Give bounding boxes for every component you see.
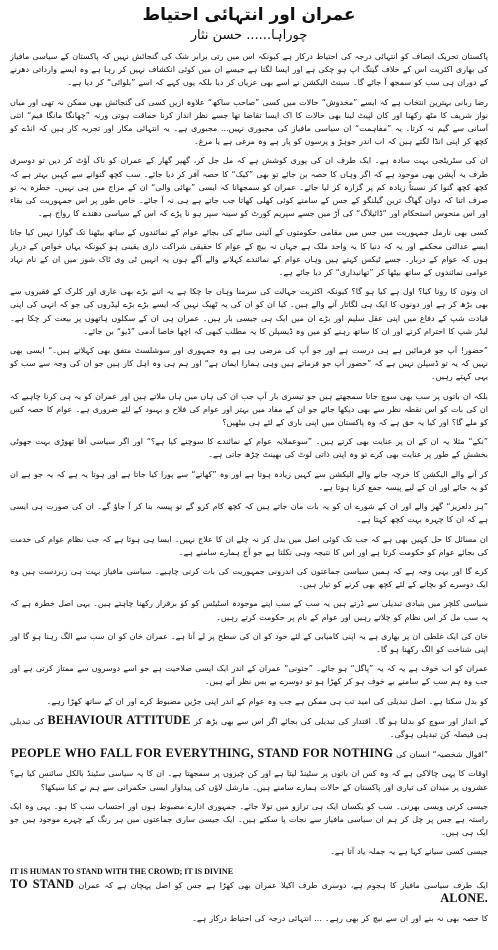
paragraph: ”حضور! آپ جو فرمائیں ہے ہی درست ہے اور جو آپ کی مرضی ہی ہے وہ جمہوری اور سوشلسٹ متفق بھی کہلاتے ہیں۔“ ایسی بھی نہیں کہ یہ تو ڈسپلن نہیں ہے کہ ”حضور آپ جو فرماتے ہیں وہی ہمارا ایمان ہے“ اور ہم ہی وہ اہل کار ہیں جو ان کی وجہ سے سب کو یہی کہتے رہیں۔ xyxy=(10,346,488,382)
quote-2-lead: جیسی کسی سیانے کہا ہے یہ جملہ یاد آتا ہے۔ xyxy=(330,847,488,857)
english-quote-1: PEOPLE WHO FALL FOR EVERYTHING, STAND FOR NOTHING xyxy=(11,746,394,761)
paragraph: ان مسائل کا حل کہیں بھی ہے کہ جب تک کوئی اصل میں بدل کر نہ چلے ان کا علاج نہیں۔ ایسا ہی ہوتا ہے کہ جب نظام عوام کی خدمت کی بجائے عوام کو حکومت کرتا ہے اور اس کا نتیجہ وہی نکلتا ہے جو آج ہمارے سامنے ہے۔ xyxy=(10,534,488,557)
paragraph: کو بدل سکتا ہے۔ اصل تبدیلی کی امید تب ہی ممکن ہے جب وہ عوام کے اندر اپنی جڑیں مضبوط کرے اور ان کے ساتھ کھڑا رہے۔ xyxy=(46,696,488,706)
paragraph: پاکستان تحریک انصاف کو انتہائی درجہ کی احتیاط درکار ہے کیونکہ اس میں رتی برابر شک کی گنجائش نہیں کہ پاکستان کے سیاسی مافیاز کی بھاری اکثریت اس کے خلاف گینگ اپ ہو چکی ہے اور ایسا لگتا ہے جیسے ان میں کوئی انکشاف نہیں کر رہا ہے وہ ایسے وارداتی دھرنے کے دوران ہی سب کو سمجھ آ جائے گا۔ سینٹ الیکشن نے اسے بھی عریاں کر دیا بلکہ یوں کہے کہ اسے ”بلوائی“ کر دیا ہے۔ xyxy=(10,52,488,88)
attitude-line-urdu: کے انداز اور سوچ کو بدلنا ہو گا۔ اقتدار کی تبدیلی کی بجائے اگر اس سے بھی بڑھ کر xyxy=(193,716,489,726)
column-body xyxy=(10,50,488,925)
paragraph: خان کی ایک غلطی ان پر بھاری ہے یہ اپنی کامیابی کے لئے خود کو ان کی سطح پر لے آنا ہے۔ عمران خان کو ان سب سے الگ رہنا ہو گا اور اپنی شناخت کو الگ رکھنا ہو گا۔ xyxy=(10,631,488,654)
paragraph: کسی بھی نارمل جمہوریت میں جس میں مقامی حکومتوں کے آئینی سائے کی بجائے عوام کے نمائندوں کے ساتھ بیٹھنا تک گوارا نہیں کیا جاتا ایسے عدالتی محکمے اور یہ کہ دنیا کا یہ واحد ملک ہے جہاں نہ بیچ کے عوام کا حقیقی شراکت داری یقینی ہو کیونکہ یہاں خواص کے دربار ہوں کہ عوام کے دربار۔ جسے ٹیکس کہتے ہیں وہاں عوام کے نمائندے کہلانے والے آگے ہوں یہ انہیں ٹی وی ٹاک شوز میں ان کے نام نہاد عوامی نمائندوں کے ساتھ بیٹھا کر ”تھانیداری“ کر دیا جائے ہے۔ xyxy=(10,228,488,278)
paragraph: ”نکے“ مثلا یہ ان کے ان پر عنایت بھی کرتے ہیں۔ ”سوعملایہ عوام کے نمائندے کا سوچنے کیا ہے؟“ اور اگر سیاسی آقا تھوڑی بہت جھوٹی بخشش کے طور پر عنایت بھی کرے تو وہ اپنی ذاتی لوٹ کی بھینٹ چڑھ جاتی ہے۔ xyxy=(10,437,488,460)
paragraph: ”ہر دلعزیز“ گھر والے اور ان کے شورے ان کو یہ بات مان جاتے ہیں کہ کچھ کام کرو گے تو پیسہ بنا کر آ جاؤ گے۔ ان کی صورت ہی ایسی ہے کہ ان کا چہرہ بہت کچھ کہتا ہے۔ xyxy=(10,502,488,525)
paragraph: بلکہ ان باتوں پر سب بھی سوچ جانا سمجھتے ہیں جو تیسری بار آپ جب ان کی ہاں میں ہاں ملاتے ہیں اور عمران کو یہ ہی کرنا چاہیے کہ ان کی بات کو اس نقطہ نظر سے بھی دیکھا جائے جو ان کے مفاد میں بہتر اور عوام کی فلاح و بہبود کے لئے ضروری ہے۔ عوام کا حصہ کس کو ملے گا؟ اور کیا یہ حق ہے کہ وہ پاکستان میں اپنی باری کے لئے ہی بیٹھیں؟ xyxy=(10,391,488,428)
paragraph: عمران کو اب خوف ہے یہ کہ یہ ”پاگل“ ہو جائے۔ ”جنونی“ عمران کے اندر ایک ایسی صلاحیت ہے جو اسے دوسروں سے ممتاز کرتی ہے اور جب وہ ہم سب کے سامنے بے خوف ہو کر کھڑا ہو تو دوسرے بے بس نظر آتے ہیں۔ xyxy=(10,664,488,687)
english-quote-2b: TO STAND ALONE. xyxy=(10,876,488,905)
attitude-word: ATTITUDE xyxy=(126,712,191,727)
english-quote-2a: IT IS HUMAN TO STAND WITH THE CROWD; IT IS DIVINE xyxy=(10,866,234,876)
quote-2b-paragraph xyxy=(10,878,488,906)
closing-paragraph: کا حصہ بھی نہ بنے اور ان سے نیچ کر بھی رہے۔ ... انتہائی درجہ کی احتیاط درکار ہے۔ xyxy=(192,914,488,924)
paragraph: اوقات کا یہی چالاکی ہے کہ وہ کس ان باتوں پر سٹینڈ لیتا ہے اور کن چیزوں پر سمجھتا ہے۔ ان کا یہ سیاسی سٹینڈ بالکل سائنس کیا ہے؟ عشروں پر میدان کی تیاری اور پاکستان کے حالات ہمارے سامنے ہیں۔ مارشل لاؤں کی پیداوار ایسی حکمرانی سے ہم نے کیا سیکھا؟ xyxy=(10,769,488,792)
paragraph: رضا ربانی بہترین انتخاب ہے کہ ایسے ”مخدوش“ حالات میں کسی ”صاحب ساکھ“ علاوہ ازیں کسی کی گنجائش بھی ممکن نہ تھی اور میاں نواز شریف کا مٹھ رکھنا اور کان لپیٹ لینا بھی حالات کا اک ایسا تقاضا تھا جسے نظر انداز کرنا حماقت ہوتی ورنہ ”چھانگا مانگا فیم“ اتنی آسانی سے گیم نہ کرتا۔ یہ ”مفاہمت“ ان سیاسی مافیاز کی مجبوری نہیں... مجبوری ہے۔ یہ انتہائی مکار اور تجربہ کار ہیں کہ انڈے کو کچھ کر اپنی انڈا لگتے ہیں کہ اب اندر جوہڑ و پرسوں کو پار ہے وہ مرغی ہے یا مرغ۔ xyxy=(10,97,488,147)
quote-2b-tail-urdu: ایک طرف سیاسی مافیاز کا ہجوم ہے، دوسری طرف اکیلا عمران بھی کھڑا ہے جس کو اصل پہچان ہے کہ عمران xyxy=(78,880,488,890)
paragraph: سیاسی کلچر میں بنیادی تبدیلی سے ڈرتے ہیں یہ سب کے سب اپنے موجودہ اسٹیٹس کو کو برقرار رکھنا چاہتے ہیں۔ یہی اصل خطرہ ہے کہ یہ سب مل کر اس نظام کو چلاتے رہیں اور عوام کے نام پر حکومت کرتے رہیں۔ xyxy=(10,599,488,622)
behaviour-word: BEHAVIOUR xyxy=(47,712,123,727)
byline: چوراہا...... حسن نثار xyxy=(190,28,308,43)
paragraph: کرے گا اور یہی وجہ ہے کہ ہمیں سیاسی جماعتوں کی اندرونی جمہوریت کی بات کرنی چاہیے۔ سیاسی مافیاز بہت ہی زبردست ہیں وہ ایک دوسرے کو بچانے کے لئے کچھ بھی کرنے کو تیار ہیں۔ xyxy=(10,566,488,590)
paragraph: جیسی کرنی ویسی بھرنی۔ سب کو یکساں ایک ہی ترازو میں تولا جائے۔ جمہوری ادارے مضبوط ہوں اور احتساب سب کا ہو۔ یہی وہ ایک راستہ ہے جس پر چل کر ہم ان سیاسی مافیاز سے نجات پا سکتے ہیں۔ ایک جیسی ساری جماعتوں میں ہر رنگ کے چہرے موجود ہیں جو ایک ہی ہیں۔ xyxy=(10,801,488,838)
attitude-paragraph xyxy=(10,714,488,741)
paragraph: ان ونون کا رونا کیا؟ اول ہے کیا ہو گا؟ کیونکہ اکثریت جہالت کی سرمنا وہاں جا چکا ہے یہ اتنے بڑے بھی عاری اور کلرک کے فقیروں سے بھی بڑھ کر ہے اور دونوں کا ایک ہی لگاتار آنے والے ہیں۔ کیا ان کو ان کی یہ ٹھیک نہیں کہ ایسے بڑے بڑے لیڈروں کی جو کہ انہی کی اپنی قیادت شپ کے دفاع میں اپنی عقل سلیم اور بڑے ان میں ایک ہی جیسی بار ہیں۔ عمران ہی ان کے سکلوں ہاتھوں پر بیعت کر چکا ہے۔ لیڈر شپ کا احترام کرنے اور ان کا ساتھ رہنے کو میں وہ ڈیسپلن کا یہ مطلب کبھی کہ اچھا خاصا آدمی ”ڈیو“ بن جائے۔ xyxy=(10,287,488,336)
behaviour-line-urdu: کی تبدیلی ہی فیصلہ کن تبدیلی ہوگی۔ xyxy=(10,716,488,739)
headline: عمران اور انتہائی احتیاط xyxy=(142,5,356,25)
quote-1-paragraph xyxy=(10,747,488,761)
paragraph: کر آنے والے الیکشن کا خرچہ جانے والے الیکشن سے کہیں زیادہ ہوتا ہے اور وہ ”کھاتے“ سے پورا کیا جاتا ہے اور ہوتا یہ ہے کہ یہ جو ہے ان کو یہ جائے اور ان کے لیے پیسہ جمع کرنا ہوتا ہے۔ xyxy=(10,469,488,492)
quote-1-tail-urdu: ”اقوال شخصیہ“ انسان کی xyxy=(396,750,488,760)
paragraph: ان کی سٹریٹجی بہت سادہ ہے۔ ایک طرف ان کی پوری کوشش ہے کہ مل جل کر، گھیر گھار کے عمران کو ناک آؤٹ کر دیں تو دوسری طرف یہ آپشن بھی موجود ہے کہ اگر وہاں کا حصہ بن جائے تو بھی ”کیک“ کا حصہ آفر کر دیا جائے۔ سب کچھ گنوانے سے کہیں بہتر ہے کہ کچھ کچھ گنوا کر نسبتاً زیادہ کم پر گزارہ کر لیا جائے۔ عمران کو سمجھانا کہ ایسی ”بھائی والی“ ان کے مزاج میں ہی نہیں۔ خطرہ یہ تو صرف اتنا کہ دوان گھاگ ترین گیلنگو کے جس کے سامنے کوئی کھلی کھاتا جب جاتے ہے ہی نہ آ جائے۔ خاص طور پر اس جمہوریت کی بقاء اور اس منحوس استحکام اور ”ڈائیلاگ“ کی آڑ میں جسے سپریم کورٹ کو سینہ سپر ہو نا پڑے کہ اس کے سیاسی دھندے کا رواج ہے۔ xyxy=(10,156,488,219)
